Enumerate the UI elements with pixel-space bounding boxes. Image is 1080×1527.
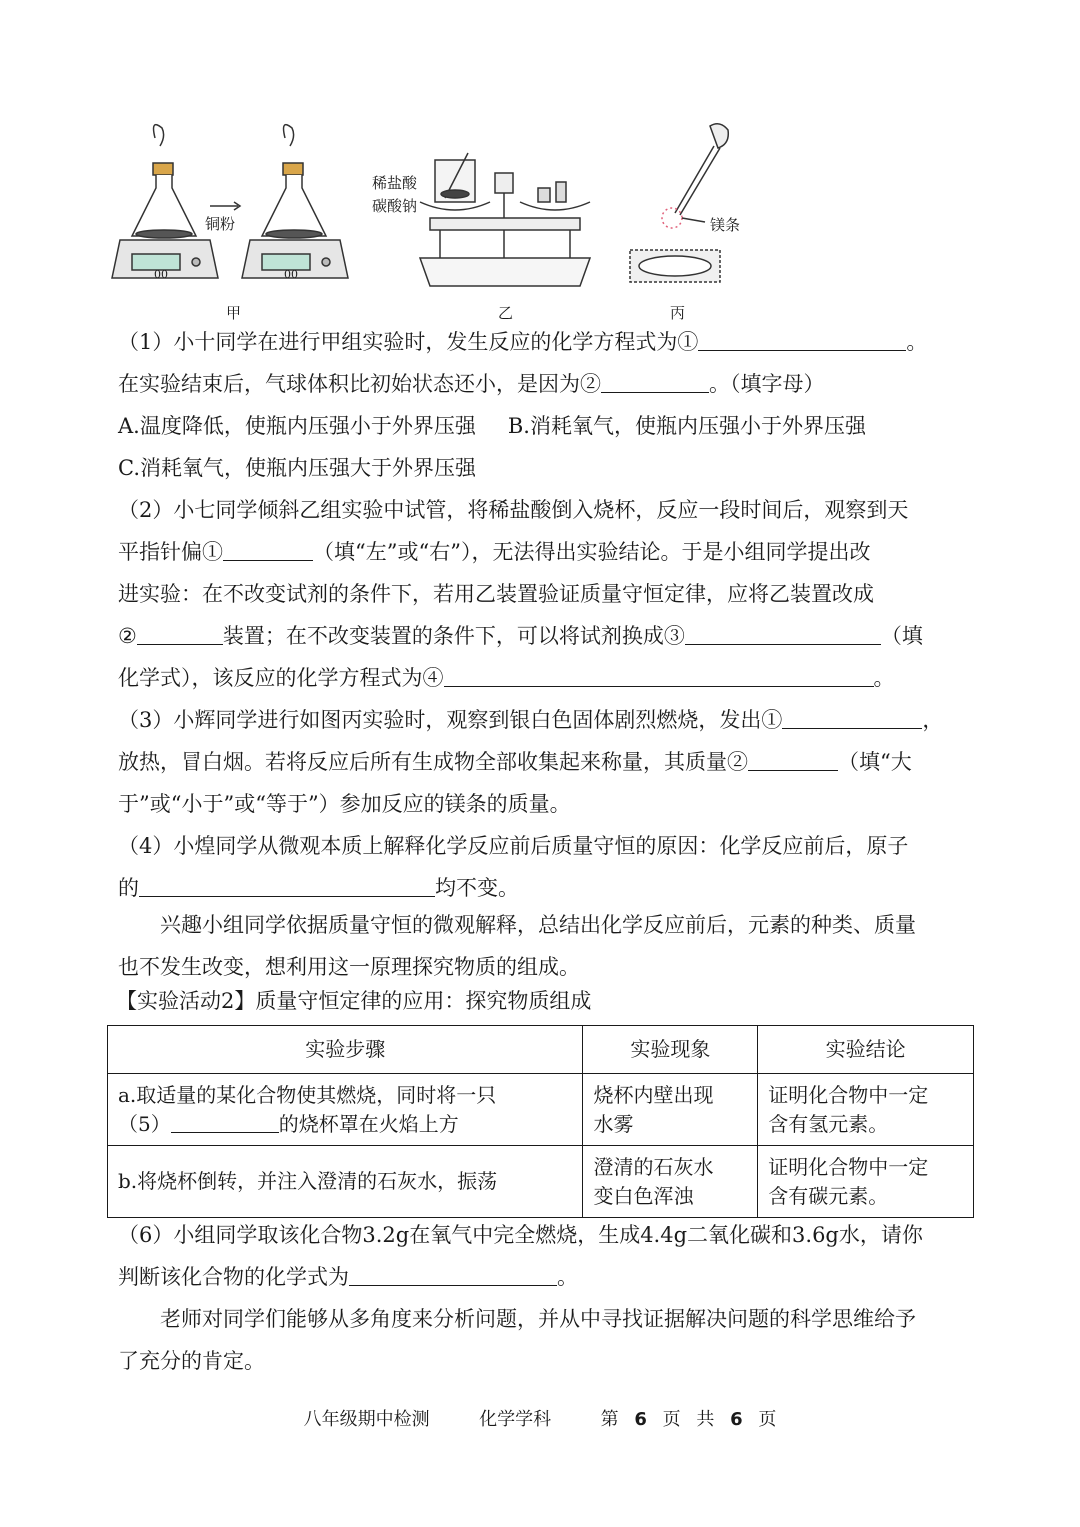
bing-magnesium-burning: [630, 124, 728, 282]
q2-line1: （2）小七同学倾斜乙组实验中试管，将稀盐酸倒入烧杯，反应一段时间后，观察到天: [118, 498, 909, 522]
footer-page-num: 6: [634, 1409, 647, 1430]
footer-exam: 八年级期中检测: [303, 1409, 430, 1430]
figure-label-jia: 甲: [226, 304, 242, 322]
q6-line1: （6）小组同学取该化合物3.2g在氧气中完全燃烧，生成4.4g二氧化碳和3.6g水，请你: [118, 1223, 923, 1247]
activity2-title: 【实验活动2】质量守恒定律的应用：探究物质组成: [116, 989, 592, 1013]
page-footer: [0, 1405, 1080, 1431]
q3-line3: 于”或“小于”或“等于”）参加反应的镁条的质量。: [118, 792, 571, 816]
q3-blank-1[interactable]: [782, 704, 922, 729]
q2-blank-3[interactable]: [685, 620, 881, 645]
q1-option-c: C.消耗氧气，使瓶内压强大于外界压强: [118, 456, 476, 480]
sodium-carbonate-label: 碳酸钠: [372, 197, 418, 215]
row-a-conclusion: 证明化合物中一定 含有氢元素。: [758, 1074, 974, 1146]
footer-subject: 化学学科: [479, 1409, 552, 1430]
dilute-hcl-label: 稀盐酸: [372, 174, 418, 192]
header-step: 实验步骤: [108, 1026, 583, 1074]
yi-balance-apparatus: [420, 153, 590, 286]
footer-page-total: 6: [730, 1409, 743, 1430]
row-b-conclusion: 证明化合物中一定 含有碳元素。: [758, 1146, 974, 1218]
footer-page-prefix: 第: [600, 1409, 619, 1430]
footer-page-suffix: 页: [758, 1409, 777, 1430]
jia-apparatus-after: [242, 125, 348, 278]
q1-blank-1[interactable]: [698, 326, 906, 351]
q4-blank-1[interactable]: [139, 872, 435, 897]
q6-line2: 判断该化合物的化学式为 。: [118, 1256, 968, 1298]
row-a-phenomenon: 烧杯内壁出现 水雾: [583, 1074, 758, 1146]
table-row: [108, 1146, 974, 1218]
q1-line2: 在实验结束后，气球体积比初始状态还小，是因为② 。（填字母）: [118, 363, 968, 405]
q4-line2: 的 均不变。: [118, 867, 968, 909]
jia-apparatus-before: [112, 125, 218, 278]
row-b-phenomenon: 澄清的石灰水 变白色浑浊: [583, 1146, 758, 1218]
q2-line5: 化学式），该反应的化学方程式为④ 。: [118, 657, 968, 699]
q2-blank-2[interactable]: [137, 620, 223, 645]
q1-line1: （1）小十同学在进行甲组实验时，发生反应的化学方程式为① 。: [118, 321, 968, 363]
table-row: [108, 1074, 974, 1146]
experiment-table: [107, 1025, 974, 1218]
magnesium-strip-label: 镁条: [710, 216, 741, 234]
scale-display-right: 00: [284, 268, 298, 281]
para1-line1: 兴趣小组同学依据质量守恒的微观解释，总结出化学反应前后，元素的种类、质量: [160, 913, 916, 937]
header-conclusion: 实验结论: [758, 1026, 974, 1074]
q2-line4: ② 装置；在不改变装置的条件下，可以将试剂换成③ （填: [118, 615, 968, 657]
row-b-step: b.将烧杯倒转，并注入澄清的石灰水，振荡: [108, 1146, 583, 1218]
q2-blank-4[interactable]: [444, 662, 874, 687]
para2-line1: 老师对同学们能够从多角度来分析问题，并从中寻找证据解决问题的科学思维给予: [160, 1307, 916, 1331]
experiment-figures: [110, 118, 970, 328]
footer-page-mid: 页 共: [662, 1409, 715, 1430]
table-header-row: [108, 1026, 974, 1074]
figure-label-yi: 乙: [498, 304, 514, 322]
para2-line2: 了充分的肯定。: [118, 1349, 265, 1373]
q3-line2: 放热，冒白烟。若将反应后所有生成物全部收集起来称量，其质量② （填“大: [118, 741, 968, 783]
apparatus-illustrations: [110, 118, 970, 303]
q1-options-ab: [118, 405, 968, 447]
questions-block: [118, 321, 968, 1022]
q2-line3: 进实验：在不改变试剂的条件下，若用乙装置验证质量守恒定律，应将乙装置改成: [118, 582, 874, 606]
arrow-icon: [210, 202, 240, 210]
figure-label-bing: 丙: [670, 304, 686, 322]
q4-line1: （4）小煌同学从微观本质上解释化学反应前后质量守恒的原因：化学反应前后，原子: [118, 834, 909, 858]
header-phenomenon: 实验现象: [583, 1026, 758, 1074]
closing-block: [118, 1214, 968, 1382]
q6-blank[interactable]: [349, 1261, 557, 1286]
row-a-step: a.取适量的某化合物使其燃烧，同时将一只 （5） 的烧杯罩在火焰上方: [108, 1074, 583, 1146]
scale-display-left: 00: [154, 268, 168, 281]
q2-line2: 平指针偏① （填“左”或“右”），无法得出实验结论。于是小组同学提出改: [118, 531, 968, 573]
q5-blank[interactable]: [171, 1112, 279, 1133]
q1-option-b: B.消耗氧气，使瓶内压强小于外界压强: [507, 414, 866, 438]
copper-powder-label: 铜粉: [205, 215, 236, 233]
q3-line1: （3）小辉同学进行如图丙实验时，观察到银白色固体剧烈燃烧，发出① ，: [118, 699, 968, 741]
para1-line2: 也不发生改变，想利用这一原理探究物质的组成。: [118, 955, 580, 979]
q1-option-a: A.温度降低，使瓶内压强小于外界压强: [118, 414, 476, 438]
q1-blank-2[interactable]: [601, 368, 709, 393]
q2-blank-1[interactable]: [223, 536, 313, 561]
q3-blank-2[interactable]: [748, 746, 838, 771]
